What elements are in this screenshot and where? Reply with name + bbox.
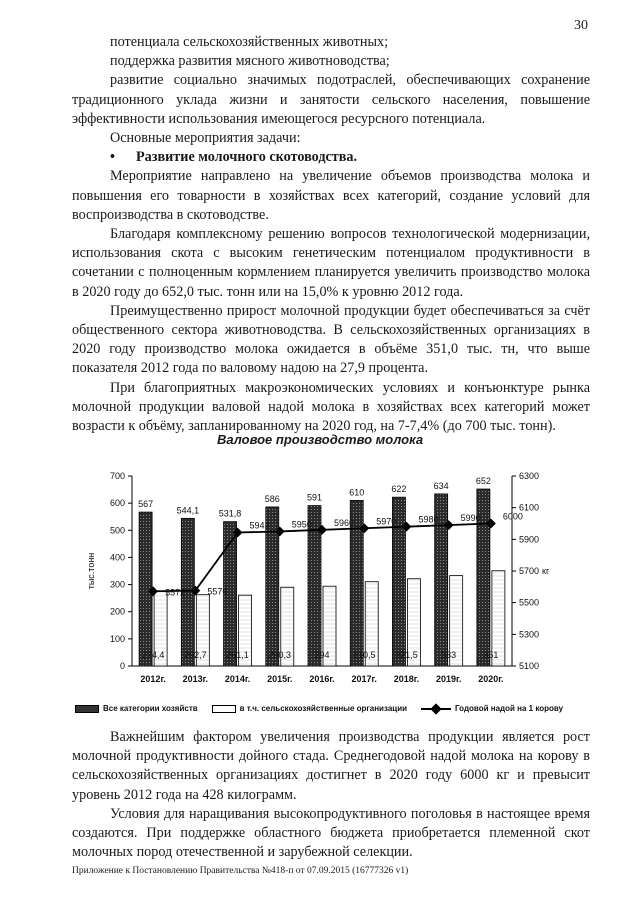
- bar-label-all: 622: [391, 484, 407, 495]
- y2-axis-label: кг: [542, 566, 550, 576]
- y-tick-label: 0: [119, 661, 125, 671]
- y-tick-label: 100: [109, 633, 125, 644]
- y2-tick-label: 5300: [519, 629, 540, 640]
- y-tick-label: 700: [109, 471, 125, 481]
- yield-label: 5572: [165, 587, 186, 598]
- yield-label: 5950: [291, 519, 312, 530]
- bar-label-org: 294: [314, 650, 330, 660]
- chart-legend: [75, 704, 575, 713]
- bar-label-org: 261,1: [226, 650, 249, 660]
- yield-label: 6000: [502, 511, 523, 522]
- y2-tick-label: 5900: [519, 534, 540, 545]
- bar-label-org: 274,4: [141, 650, 165, 660]
- bar-label-all: 544,1: [176, 505, 200, 516]
- yield-label: 5943: [249, 520, 270, 531]
- bar-label-all: 634: [433, 480, 449, 491]
- paragraph: При благоприятных макроэкономических условиях и конъюнктуре рынка молочной продукции валовой надой молока в хозяйствах всех категорий может возрасти к объёму, запланированному на 2020 год, на 7-7,4% (до 700 тыс. тонн).: [72, 379, 590, 435]
- legend-item-yield: [421, 704, 563, 713]
- bar-label-all: 586: [264, 493, 280, 504]
- chart-title: Валовое производство молока: [216, 432, 424, 447]
- x-tick-label: 2015г.: [267, 674, 293, 684]
- paragraph: Мероприятие направлено на увеличение объемов производства молока и повышения его товарности в хозяйствах всех категорий, создание условий для воспроизводства в скотоводстве.: [72, 168, 590, 223]
- bar-label-all: 567: [138, 499, 154, 510]
- paragraph: развитие социально значимых подотраслей, обеспечивающих сохранение традиционного уклада жизни и занятости сельского населения, повышение эффективности использования имеющегося ресурсного потенциала.: [72, 72, 590, 127]
- x-tick-label: 2016г.: [309, 674, 335, 684]
- bar-label-org: 310,5: [352, 650, 376, 660]
- bar-label-all: 591: [306, 492, 323, 503]
- x-tick-label: 2020г.: [478, 674, 504, 684]
- y2-tick-label: 5100: [519, 661, 540, 671]
- y-tick-label: 400: [109, 552, 125, 563]
- text-block-bottom: [72, 728, 590, 862]
- yield-label: 5576: [207, 586, 228, 597]
- paragraph: потенциала сельскохозяйственных животных;: [110, 34, 389, 50]
- yield-label: 5990: [460, 513, 481, 524]
- legend-swatch-yield: [421, 708, 451, 710]
- bar-label-all: 610: [349, 487, 365, 498]
- paragraph: Условия для наращивания высокопродуктивного поголовья в настоящее время создаются. При поддержке областного бюджета приобретается племенной скот молочных пород отечественной и зарубежной селекции.: [72, 805, 590, 861]
- legend-label-yield: Годовой надой на 1 корову: [455, 704, 564, 713]
- x-tick-label: 2014г.: [224, 674, 251, 684]
- paragraph: Основные мероприятия задачи:: [110, 130, 301, 147]
- x-tick-label: 2019г.: [435, 674, 462, 684]
- bar-label-org: 262,7: [184, 650, 207, 660]
- document-footer: Приложение к Постановлению Правительства №418-п от 07.09.2015 (16777326 v1): [72, 866, 409, 876]
- yield-label: 5980: [418, 514, 439, 525]
- legend-item-org: [212, 704, 407, 713]
- legend-label-org: в т.ч. сельскохозяйственные организации: [239, 704, 408, 713]
- bullet-heading: [72, 148, 590, 167]
- x-tick-label: 2012г.: [140, 674, 166, 684]
- bar-label-all: 652: [475, 476, 491, 487]
- y2-tick-label: 6100: [519, 502, 540, 513]
- paragraph: Важнейшим фактором увеличения производства продукции является рост молочной продуктивности дойного стада. Среднегодовой надой молока на корову в сельскохозяйственных организациях достигнет в 2020 году 6000 кг и превысит уровень 2012 года на 428 килограмм.: [72, 729, 590, 803]
- bar-label-org: 351: [483, 650, 499, 660]
- bar-all-categories: [139, 512, 152, 666]
- y-tick-label: 500: [109, 525, 125, 536]
- paragraph: Благодаря комплексному решению вопросов технологической модернизации, использования скота с высоким генетическим потенциалом продуктивности в сочетании с полноценным кормлением планируется увеличить производство молока в 2020 году до 652,0 тыс. тонн или на 15,0% к уровню 2012 года.: [72, 226, 590, 300]
- legend-swatch-all: [75, 705, 99, 713]
- y-axis-label: тыс.тонн: [86, 552, 96, 590]
- x-tick-label: 2017г.: [351, 674, 377, 684]
- milk-production-chart: [80, 458, 560, 698]
- x-tick-label: 2013г.: [182, 674, 209, 684]
- bar-label-all: 531,8: [218, 508, 242, 519]
- text-block-top: [72, 33, 590, 436]
- bullet-marker: •: [110, 149, 115, 166]
- y2-tick-label: 5500: [519, 597, 540, 608]
- legend-item-all: [75, 704, 198, 713]
- y2-tick-label: 6300: [519, 471, 540, 481]
- paragraph: Преимущественно прирост молочной продукции будет обеспечиваться за счёт общественного сектора животноводства. В сельскохозяйственных организациях в 2020 году производство молока ожидается в объёме 351,0 тыс. тн, что выше показателя 2012 года по валовому надою на 27,9 процента.: [72, 302, 590, 377]
- y-tick-label: 600: [109, 498, 125, 509]
- paragraph: поддержка развития мясного животноводства;: [110, 53, 390, 70]
- x-tick-label: 2018г.: [393, 674, 420, 684]
- yield-label: 5960: [334, 517, 355, 528]
- y2-tick-label: 5700: [519, 566, 540, 576]
- legend-swatch-org: [212, 705, 236, 713]
- y-tick-label: 200: [109, 606, 125, 617]
- yield-label: 5970: [376, 516, 397, 527]
- legend-label-all: Все категории хозяйств: [103, 704, 198, 713]
- bar-label-org: 290,3: [268, 650, 292, 660]
- bar-label-org: 321,5: [395, 650, 418, 660]
- y-tick-label: 300: [109, 579, 125, 590]
- page-number: 30: [574, 18, 588, 33]
- bar-label-org: 333: [441, 650, 457, 660]
- bullet-text: Развитие молочного скотоводства.: [136, 149, 358, 166]
